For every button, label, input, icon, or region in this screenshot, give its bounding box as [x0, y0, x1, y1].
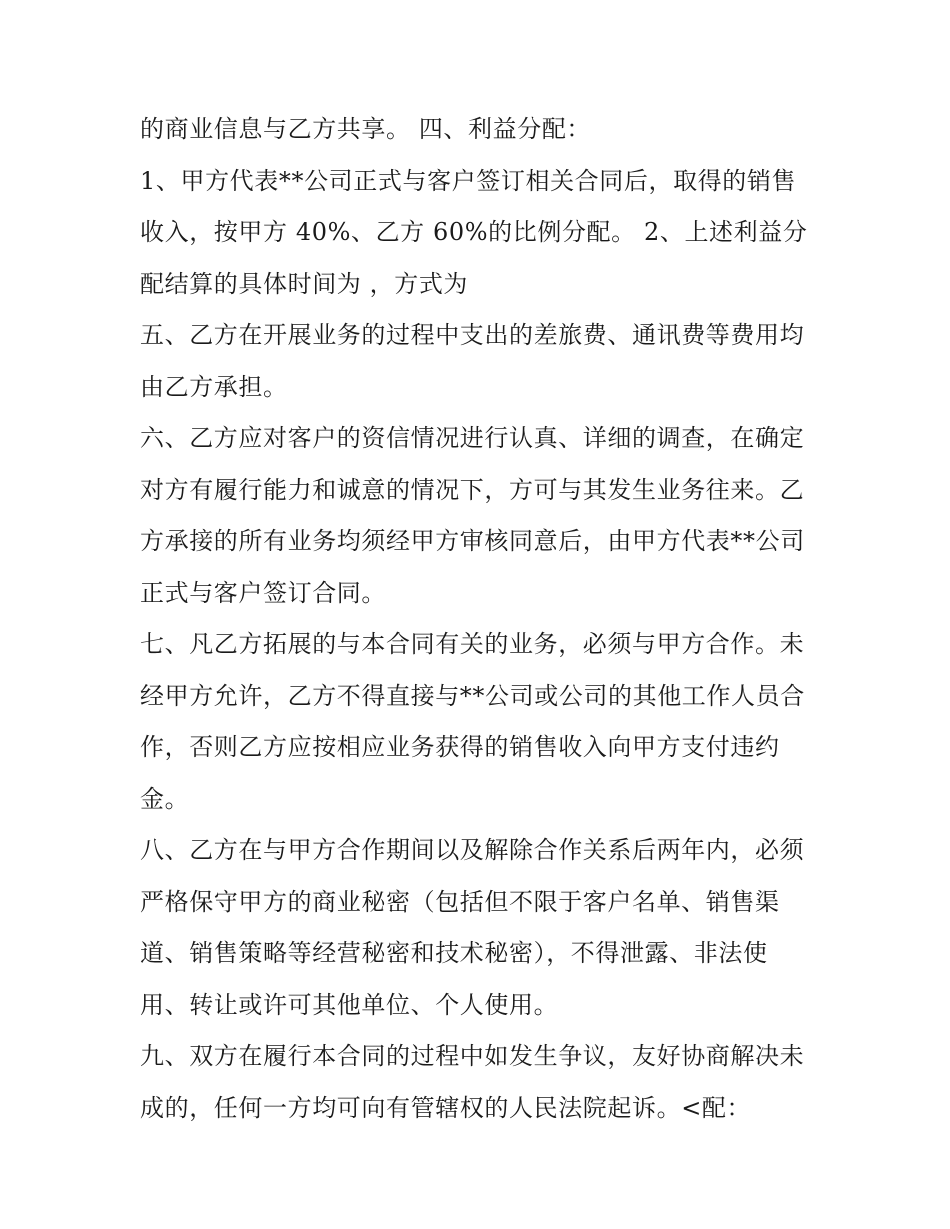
text-line-14: 金。: [140, 784, 190, 813]
text-line-13: 作，否则乙方应按相应业务获得的销售收入向甲方支付违约: [140, 733, 780, 761]
text-line-12: 经甲方允许，乙方不得直接与**公司或公司的其他工作人员合: [140, 681, 805, 710]
text-line-1: 的商业信息与乙方共享。 四、利益分配：: [140, 115, 592, 143]
text-line-3: 收入，按甲方 40%、乙方 60%的比例分配。 2、上述利益分: [140, 218, 808, 246]
text-line-11: 七、凡乙方拓展的与本合同有关的业务，必须与甲方合作。未: [140, 630, 805, 658]
text-line-16: 严格保守甲方的商业秘密（包括但不限于客户名单、销售渠: [140, 887, 780, 916]
text-line-15: 八、乙方在与甲方合作期间以及解除合作关系后两年内，必须: [140, 836, 805, 864]
text-line-20: 成的，任何一方均可向有管辖权的人民法院起诉。<配：: [140, 1093, 752, 1122]
text-line-2: 1、甲方代表**公司正式与客户签订相关合同后，取得的销售: [140, 166, 797, 195]
text-line-19: 九、双方在履行本合同的过程中如发生争议，友好协商解决未: [140, 1042, 805, 1070]
text-line-10: 正式与客户签订合同。: [140, 578, 386, 607]
text-line-6: 由乙方承担。: [140, 372, 288, 401]
text-line-5: 五、乙方在开展业务的过程中支出的差旅费、通讯费等费用均: [140, 321, 805, 349]
text-line-9: 方承接的所有业务均须经甲方审核同意后，由甲方代表**公司: [140, 527, 805, 555]
text-line-18: 用、转让或许可其他单位、个人使用。: [140, 990, 559, 1019]
document-body: [140, 104, 820, 1134]
text-line-8: 对方有履行能力和诚意的情况下，方可与其发生业务往来。乙: [140, 475, 805, 504]
text-line-4: 配结算的具体时间为 ，方式为: [140, 269, 469, 298]
text-line-17: 道、销售策略等经营秘密和技术秘密），不得泄露、非法使: [140, 939, 768, 967]
text-line-7: 六、乙方应对客户的资信情况进行认真、详细的调查，在确定: [140, 424, 805, 452]
